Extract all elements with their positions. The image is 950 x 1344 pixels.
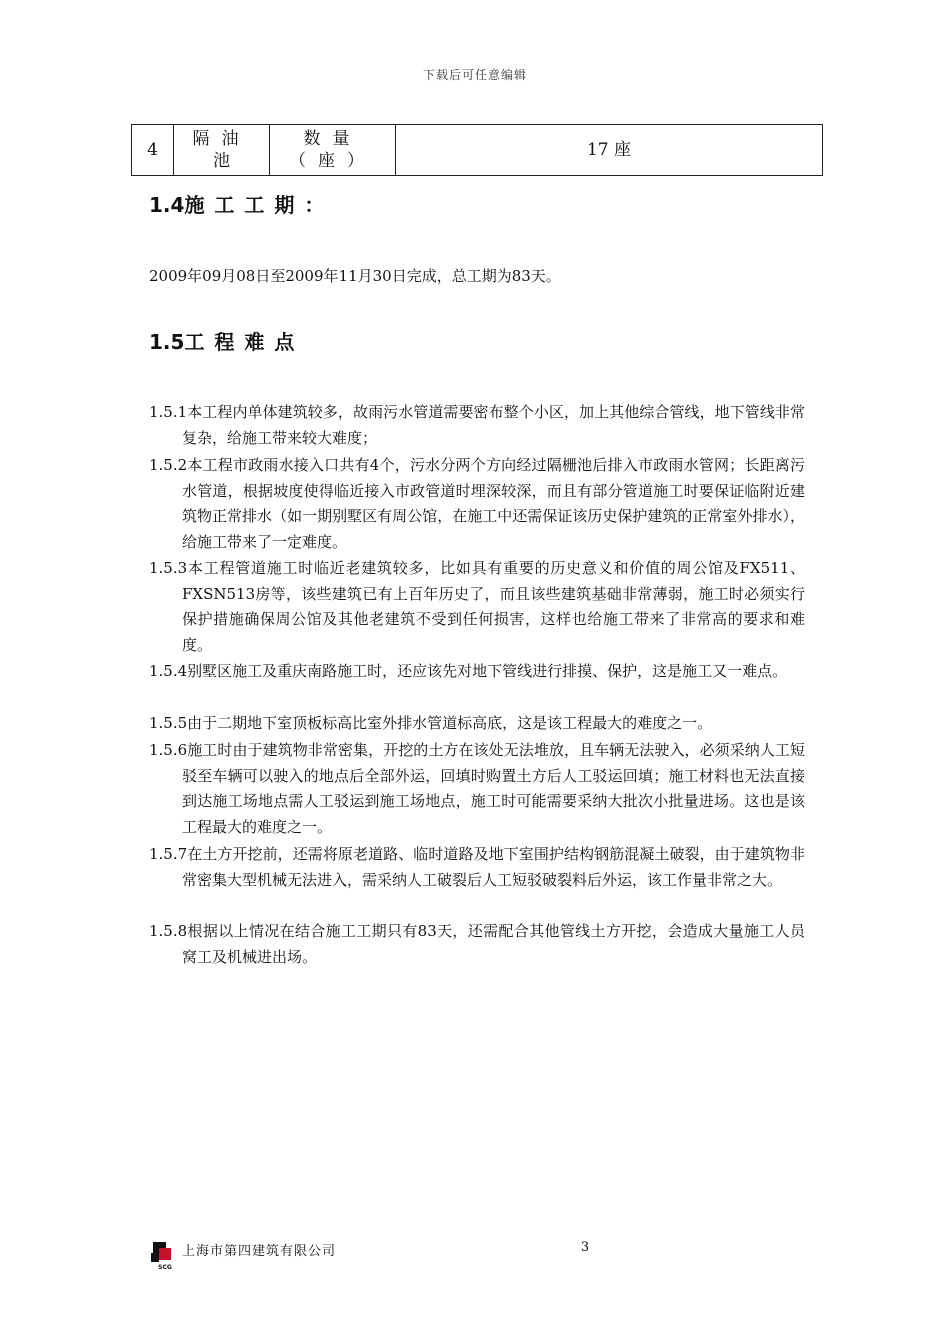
row-value: 17 座 <box>396 125 823 176</box>
difficulty-item: 1.5.2本工程市政雨水接入口共有4个，污水分两个方向经过隔栅池后排入市政雨水管网；长距离污水管道，根据坡度使得临近接入市政管道时埋深较深，而且有部分管道施工时要保证临附近建筑物正常排水（如一期别墅区有周公馆，在施工中还需保证该历史保护建筑的正常室外排水），给施工带来了一定难度。 <box>149 456 805 551</box>
row-name <box>174 125 270 176</box>
company-logo-icon <box>150 1241 180 1271</box>
difficulty-item: 1.5.5由于二期地下室顶板标高比室外排水管道标高底，这是该工程最大的难度之一。 <box>149 714 713 732</box>
difficulty-item: 1.5.8根据以上情况在结合施工工期只有83天，还需配合其他管线土方开挖，会造成大量施工人员窝工及机械进出场。 <box>149 922 805 966</box>
section-heading-1-4 <box>149 189 334 218</box>
section-title: 工程难点 <box>184 330 305 354</box>
section-number: 1.5 <box>149 330 185 354</box>
section-title: 施工工期： <box>184 193 335 217</box>
difficulty-item: 1.5.4别墅区施工及重庆南路施工时，还应该先对地下管线进行排摸、保护，这是施工又一难点。 <box>149 662 788 680</box>
section-number: 1.4 <box>149 193 185 217</box>
footer-company-name: 上海市第四建筑有限公司 <box>182 1244 337 1259</box>
difficulty-item: 1.5.6施工时由于建筑物非常密集，开挖的土方在该处无法堆放，且车辆无法驶入，必须采纳人工短驳至车辆可以驶入的地点后全部外运，回填时购置土方后人工驳运回填；施工材料也无法直接到达施工场地点需人工驳运到施工场地点，施工时可能需要采纳大批次小批量进场。这也是该工程最大的难度之一。 <box>149 741 805 836</box>
difficulty-item: 1.5.1本工程内单体建筑较多，故雨污水管道需要密布整个小区，加上其他综合管线，地下管线非常复杂，给施工带来较大难度； <box>149 403 805 447</box>
table-row <box>132 125 823 176</box>
schedule-paragraph: 2009年09月08日至2009年11月30日完成，总工期为83天。 <box>149 267 561 285</box>
difficulty-item: 1.5.3本工程管道施工时临近老建筑较多，比如具有重要的历史意义和价值的周公馆及FX511、FXSN513房等，该些建筑已有上百年历史了，而且该些建筑基础非常薄弱，施工时必须实行保护措施确保周公馆及其他老建筑不受到任何损害，这样也给施工带来了非常高的要求和难度。 <box>149 559 805 654</box>
row-attribute <box>270 125 396 176</box>
row-name-line1: 隔油 <box>192 129 251 149</box>
difficulty-item: 1.5.7在土方开挖前，还需将原老道路、临时道路及地下室围护结构钢筋混凝土破裂，由于建筑物非常密集大型机械无法进入，需采纳人工破裂后人工短驳破裂料后外运，该工作量非常之大。 <box>149 845 805 889</box>
row-attribute-line1: 数量 <box>303 129 362 149</box>
section-heading-1-5 <box>149 326 304 355</box>
row-name-line2: 池 <box>213 151 230 171</box>
page-number: 3 <box>580 1240 590 1255</box>
row-attribute-line2: （座） <box>289 151 376 171</box>
header-note: 下载后可任意编辑 <box>422 68 527 82</box>
spec-table <box>131 124 823 176</box>
row-index: 4 <box>132 125 174 176</box>
logo-text: SCG <box>158 1264 172 1271</box>
